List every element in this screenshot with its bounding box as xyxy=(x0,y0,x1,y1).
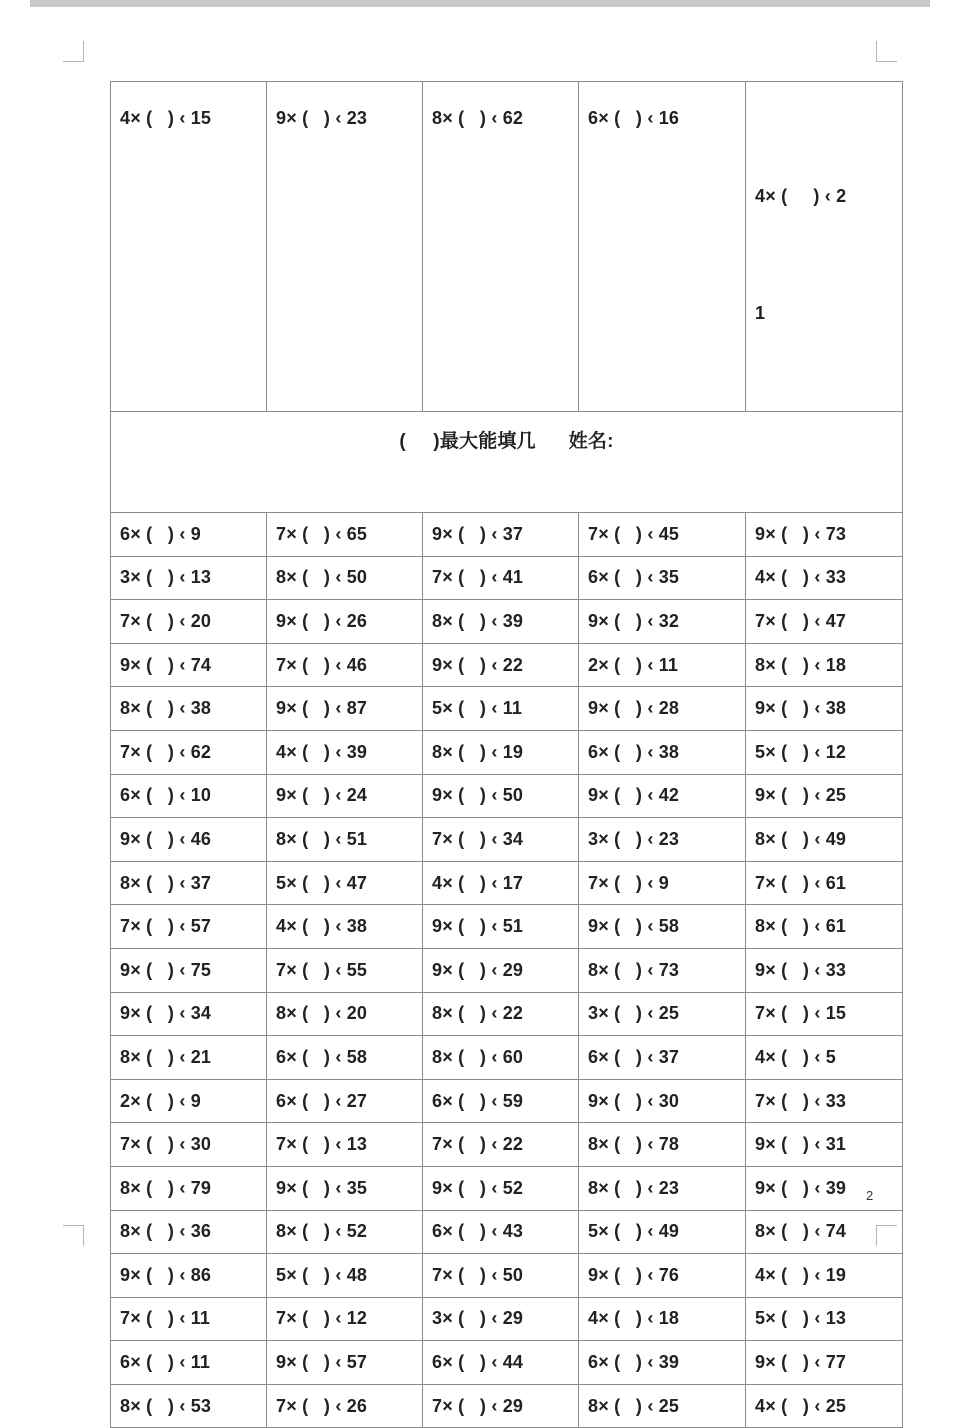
top-row xyxy=(111,82,903,412)
problem-row xyxy=(111,556,903,600)
problem-cell: 8× ( ) ‹ 21 xyxy=(111,1036,267,1080)
problem-cell: 8× ( ) ‹ 18 xyxy=(746,643,903,687)
problem-cell-line-2: 1 xyxy=(755,303,766,323)
problem-cell: 6× ( ) ‹ 35 xyxy=(579,556,746,600)
problem-cell: 5× ( ) ‹ 13 xyxy=(746,1297,903,1341)
problem-row xyxy=(111,1210,903,1254)
crop-mark-top-left xyxy=(63,41,84,62)
problem-cell: 4× ( ) ‹ 33 xyxy=(746,556,903,600)
problem-row xyxy=(111,1297,903,1341)
problem-cell: 8× ( ) ‹ 39 xyxy=(423,600,579,644)
viewer-top-bar xyxy=(30,0,930,7)
worksheet-table xyxy=(110,81,903,1428)
problem-cell: 8× ( ) ‹ 60 xyxy=(423,1036,579,1080)
problem-cell: 8× ( ) ‹ 61 xyxy=(746,905,903,949)
problem-cell: 9× ( ) ‹ 31 xyxy=(746,1123,903,1167)
problem-cell: 9× ( ) ‹ 35 xyxy=(267,1166,423,1210)
problem-cell: 6× ( ) ‹ 27 xyxy=(267,1079,423,1123)
problem-row xyxy=(111,1166,903,1210)
problem-cell: 9× ( ) ‹ 51 xyxy=(423,905,579,949)
problem-row xyxy=(111,992,903,1036)
problem-cell: 4× ( ) ‹ 17 xyxy=(423,861,579,905)
problem-cell: 9× ( ) ‹ 28 xyxy=(579,687,746,731)
problem-cell: 8× ( ) ‹ 22 xyxy=(423,992,579,1036)
problem-cell: 9× ( ) ‹ 74 xyxy=(111,643,267,687)
problem-row xyxy=(111,774,903,818)
problem-cell: 9× ( ) ‹ 39 xyxy=(746,1166,903,1210)
problem-cell: 9× ( ) ‹ 58 xyxy=(579,905,746,949)
problem-cell: 9× ( ) ‹ 38 xyxy=(746,687,903,731)
problem-cell: 7× ( ) ‹ 50 xyxy=(423,1254,579,1298)
problem-cell: 6× ( ) ‹ 16 xyxy=(579,82,746,412)
problem-cell: 9× ( ) ‹ 75 xyxy=(111,948,267,992)
problem-cell: 6× ( ) ‹ 38 xyxy=(579,730,746,774)
problem-cell: 8× ( ) ‹ 53 xyxy=(111,1384,267,1428)
problem-cell: 6× ( ) ‹ 59 xyxy=(423,1079,579,1123)
problem-cell: 8× ( ) ‹ 38 xyxy=(111,687,267,731)
problem-cell: 8× ( ) ‹ 19 xyxy=(423,730,579,774)
problem-cell: 8× ( ) ‹ 62 xyxy=(423,82,579,412)
problem-cell: 9× ( ) ‹ 24 xyxy=(267,774,423,818)
problem-cell: 9× ( ) ‹ 46 xyxy=(111,818,267,862)
worksheet-title: ( )最大能填几 姓名: xyxy=(111,412,903,513)
problem-cell: 8× ( ) ‹ 52 xyxy=(267,1210,423,1254)
problem-cell: 7× ( ) ‹ 9 xyxy=(579,861,746,905)
problem-cell: 3× ( ) ‹ 29 xyxy=(423,1297,579,1341)
problem-cell: 9× ( ) ‹ 34 xyxy=(111,992,267,1036)
problem-cell: 8× ( ) ‹ 49 xyxy=(746,818,903,862)
problem-row xyxy=(111,1123,903,1167)
problem-cell: 8× ( ) ‹ 74 xyxy=(746,1210,903,1254)
problem-cell: 7× ( ) ‹ 15 xyxy=(746,992,903,1036)
problem-cell: 8× ( ) ‹ 23 xyxy=(579,1166,746,1210)
problem-cell: 4× ( ) ‹ 5 xyxy=(746,1036,903,1080)
problem-cell: 9× ( ) ‹ 37 xyxy=(423,513,579,557)
problem-cell: 4× ( ) ‹ 18 xyxy=(579,1297,746,1341)
problem-row xyxy=(111,1341,903,1385)
problem-cell: 7× ( ) ‹ 12 xyxy=(267,1297,423,1341)
problem-cell: 2× ( ) ‹ 11 xyxy=(579,643,746,687)
problem-cell: 9× ( ) ‹ 87 xyxy=(267,687,423,731)
problem-cell: 6× ( ) ‹ 11 xyxy=(111,1341,267,1385)
problem-cell: 8× ( ) ‹ 20 xyxy=(267,992,423,1036)
problem-cell: 6× ( ) ‹ 37 xyxy=(579,1036,746,1080)
problem-cell: 7× ( ) ‹ 45 xyxy=(579,513,746,557)
problem-cell: 7× ( ) ‹ 62 xyxy=(111,730,267,774)
problem-cell-line-1: 4× ( ) ‹ 2 xyxy=(755,186,847,206)
problem-cell: 3× ( ) ‹ 13 xyxy=(111,556,267,600)
problem-cell: 6× ( ) ‹ 10 xyxy=(111,774,267,818)
problem-cell-wrapped xyxy=(746,82,903,412)
problem-row xyxy=(111,818,903,862)
problem-cell: 9× ( ) ‹ 57 xyxy=(267,1341,423,1385)
problem-cell: 9× ( ) ‹ 76 xyxy=(579,1254,746,1298)
problem-cell: 7× ( ) ‹ 22 xyxy=(423,1123,579,1167)
problem-cell: 9× ( ) ‹ 33 xyxy=(746,948,903,992)
problem-cell: 5× ( ) ‹ 48 xyxy=(267,1254,423,1298)
problem-row xyxy=(111,687,903,731)
crop-mark-top-right xyxy=(876,41,897,62)
problem-cell: 4× ( ) ‹ 25 xyxy=(746,1384,903,1428)
problem-cell: 7× ( ) ‹ 26 xyxy=(267,1384,423,1428)
problem-cell: 7× ( ) ‹ 33 xyxy=(746,1079,903,1123)
problem-cell: 7× ( ) ‹ 30 xyxy=(111,1123,267,1167)
problem-cell: 9× ( ) ‹ 77 xyxy=(746,1341,903,1385)
problem-cell: 9× ( ) ‹ 29 xyxy=(423,948,579,992)
problem-cell: 8× ( ) ‹ 25 xyxy=(579,1384,746,1428)
problem-cell: 4× ( ) ‹ 38 xyxy=(267,905,423,949)
crop-mark-bottom-left xyxy=(63,1225,84,1246)
problem-cell: 7× ( ) ‹ 11 xyxy=(111,1297,267,1341)
problem-cell: 5× ( ) ‹ 11 xyxy=(423,687,579,731)
problem-cell: 8× ( ) ‹ 79 xyxy=(111,1166,267,1210)
problem-cell: 8× ( ) ‹ 50 xyxy=(267,556,423,600)
problem-cell: 4× ( ) ‹ 15 xyxy=(111,82,267,412)
problem-cell: 5× ( ) ‹ 12 xyxy=(746,730,903,774)
problem-cell: 6× ( ) ‹ 58 xyxy=(267,1036,423,1080)
problem-cell: 7× ( ) ‹ 61 xyxy=(746,861,903,905)
page-number: 2 xyxy=(866,1188,874,1203)
problem-cell: 6× ( ) ‹ 9 xyxy=(111,513,267,557)
problem-cell: 9× ( ) ‹ 30 xyxy=(579,1079,746,1123)
problem-cell: 9× ( ) ‹ 50 xyxy=(423,774,579,818)
problem-cell: 9× ( ) ‹ 73 xyxy=(746,513,903,557)
problem-row xyxy=(111,1079,903,1123)
problem-cell: 8× ( ) ‹ 73 xyxy=(579,948,746,992)
problem-cell: 7× ( ) ‹ 47 xyxy=(746,600,903,644)
problem-cell: 9× ( ) ‹ 42 xyxy=(579,774,746,818)
problem-cell: 8× ( ) ‹ 36 xyxy=(111,1210,267,1254)
problem-cell: 6× ( ) ‹ 39 xyxy=(579,1341,746,1385)
problem-cell: 5× ( ) ‹ 47 xyxy=(267,861,423,905)
problem-cell: 7× ( ) ‹ 41 xyxy=(423,556,579,600)
problem-cell: 8× ( ) ‹ 37 xyxy=(111,861,267,905)
problem-cell: 7× ( ) ‹ 55 xyxy=(267,948,423,992)
problem-cell: 7× ( ) ‹ 65 xyxy=(267,513,423,557)
problem-cell: 4× ( ) ‹ 19 xyxy=(746,1254,903,1298)
problem-cell: 8× ( ) ‹ 51 xyxy=(267,818,423,862)
problem-cell: 9× ( ) ‹ 32 xyxy=(579,600,746,644)
problem-cell: 9× ( ) ‹ 25 xyxy=(746,774,903,818)
problem-row xyxy=(111,948,903,992)
problem-cell: 9× ( ) ‹ 22 xyxy=(423,643,579,687)
problem-cell: 6× ( ) ‹ 44 xyxy=(423,1341,579,1385)
problem-row xyxy=(111,643,903,687)
problem-cell: 4× ( ) ‹ 39 xyxy=(267,730,423,774)
problem-cell: 3× ( ) ‹ 23 xyxy=(579,818,746,862)
problem-row xyxy=(111,861,903,905)
problem-row xyxy=(111,730,903,774)
problem-cell: 7× ( ) ‹ 13 xyxy=(267,1123,423,1167)
problem-row xyxy=(111,1036,903,1080)
problem-cell: 7× ( ) ‹ 34 xyxy=(423,818,579,862)
problem-row xyxy=(111,600,903,644)
problem-row xyxy=(111,513,903,557)
problem-cell: 2× ( ) ‹ 9 xyxy=(111,1079,267,1123)
title-row xyxy=(111,412,903,513)
problem-row xyxy=(111,1254,903,1298)
problem-cell: 7× ( ) ‹ 29 xyxy=(423,1384,579,1428)
problem-cell: 9× ( ) ‹ 86 xyxy=(111,1254,267,1298)
problem-cell: 3× ( ) ‹ 25 xyxy=(579,992,746,1036)
problem-cell: 7× ( ) ‹ 57 xyxy=(111,905,267,949)
problem-cell: 9× ( ) ‹ 23 xyxy=(267,82,423,412)
problem-cell: 9× ( ) ‹ 26 xyxy=(267,600,423,644)
problem-cell: 7× ( ) ‹ 20 xyxy=(111,600,267,644)
problem-cell: 8× ( ) ‹ 78 xyxy=(579,1123,746,1167)
problem-cell: 9× ( ) ‹ 52 xyxy=(423,1166,579,1210)
problem-cell: 5× ( ) ‹ 49 xyxy=(579,1210,746,1254)
problem-row xyxy=(111,905,903,949)
problem-cell: 7× ( ) ‹ 46 xyxy=(267,643,423,687)
problem-row xyxy=(111,1384,903,1428)
problem-cell: 6× ( ) ‹ 43 xyxy=(423,1210,579,1254)
